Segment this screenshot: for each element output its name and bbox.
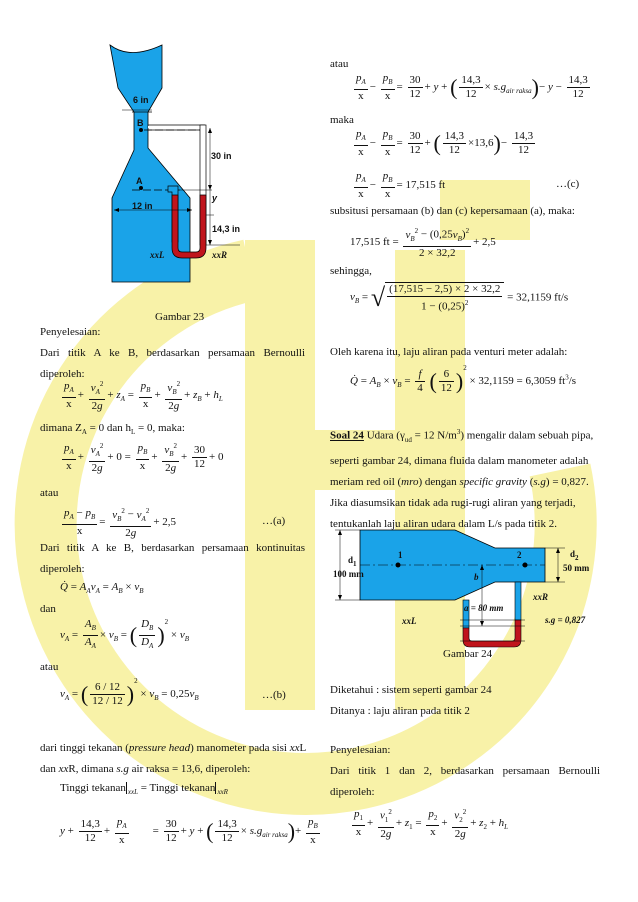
fig23-label-xxR: xxR bbox=[212, 250, 228, 260]
fig24-d2: $d_2$ bbox=[570, 549, 579, 562]
eq-c-tag: …(c) bbox=[556, 178, 580, 190]
left-tekanan: dari tinggi tekanan (pressure head) manometer pada sisi xxL dan xxR, dimana s.g air raksa = 13,6, diperoleh: bbox=[40, 742, 307, 775]
left-intro-bernoulli: Dari titik A ke B, berdasarkan persamaan Bernoulli diperoleh: bbox=[40, 347, 305, 380]
eq-right-1: $\frac{p_A}{x}$ − $\frac{p_B}{x}$ = $\frac{30}{12}$ + y + ( $\frac{14,3}{12}$ × $s.g_{air raksa})- y$ − $\frac{14,3}{12}$ bbox=[356, 72, 588, 103]
right-atau: atau bbox=[330, 58, 349, 70]
eq-a-tag: …(a) bbox=[262, 515, 286, 527]
right-diketahui: Diketahui : sistem seperti gambar 24 bbox=[330, 684, 492, 696]
eq-bernoulli-12: $\frac{p_1}{x}$ + $\frac{v_1^2}{2g}$ + $z_1$ = $\frac{p_2}{x}$ + $\frac{v_2^2}{2g}$ + $z_2 + h_L$ bbox=[354, 807, 509, 840]
fig23-label-A: A bbox=[136, 176, 143, 186]
eq-right-2: $\frac{p_A}{x}$ − $\frac{p_B}{x}$ = $\frac{30}{12}$ + ( $\frac{14,3}{12}$ ×13,6)− $\frac{14,3}{12}$ bbox=[356, 128, 534, 159]
fig23-label-xxL: xxL bbox=[150, 250, 165, 260]
right-maka: maka bbox=[330, 114, 354, 126]
eq-tinggi-tekanan: Tinggi tekanan $_{xxL}$ = Tinggi tekanan $_{xxR}$ bbox=[60, 782, 228, 797]
eq-continuity: Q̇ = $A_Av_A = A_B \times v_B$ bbox=[60, 581, 144, 596]
fig24-b: b bbox=[474, 572, 479, 582]
left-penyelesaian-title: Penyelesaian: bbox=[40, 326, 101, 338]
right-penyelesaian: Penyelesaian: bbox=[330, 744, 391, 756]
right-intro: Dari titik 1 dan 2, berdasarkan persamaan Bernoulli diperoleh: bbox=[330, 765, 600, 798]
left-intro-kontinuitas: Dari titik A ke B, berdasarkan persamaan kontinuitas diperoleh: bbox=[40, 542, 305, 575]
left-dimana: dimana $Z_A = 0$ dan $h_L = 0$, maka: bbox=[40, 422, 185, 437]
left-dan: dan bbox=[40, 603, 56, 615]
fig23-label-12in: 12 in bbox=[132, 201, 153, 211]
fig24-d1: $d_1$ bbox=[348, 555, 357, 568]
left-atau2: atau bbox=[40, 661, 59, 673]
right-ditanya: Ditanya : laju aliran pada titik 2 bbox=[330, 705, 470, 717]
left-penyelesaian bbox=[40, 322, 305, 385]
right-subs: subsitusi persamaan (b) dan (c) kepersamaan (a), maka: bbox=[330, 205, 575, 217]
right-sehingga: sehingga, bbox=[330, 265, 372, 277]
eq-bernoulli-general: $\frac{p_A}{x}$ + $\frac{v_A^2}{2g}$ + $z_A$ = $\frac{p_B}{x}$ + $\frac{v_B^2}{2g}$ + $z_B + h_L$ bbox=[64, 379, 223, 412]
soal-24: Soal 24 Udara ($\gamma_{ud} = 12$ $N/m^3$) mengalir dalam sebuah pipa, seperti gambar 24, dimana fluida dalam manometer adalah meriam red oil (mro) dengan specific gravity (s.g) = 0,827. Jika diasumsikan tidak ada rugi-rugi aliran yang terjadi, tentukanlah laju aliran udara dalam L/s pada titik 2. bbox=[330, 428, 594, 530]
right-oleh: Oleh karena itu, laju aliran pada venturi meter adalah: bbox=[330, 346, 568, 358]
fig23-label-B: B bbox=[137, 118, 144, 128]
eq-va: $v_A$ = $\frac{A_B}{A_A}$ × $v_B$ = ( $\frac{D_B}{D_A}$ )$^2 \times v_B$ bbox=[60, 618, 190, 651]
eq-b-tag: …(b) bbox=[262, 689, 286, 701]
fig24-sg: s.g = 0,827 bbox=[545, 615, 586, 625]
right-diketahui-block bbox=[330, 680, 610, 722]
eq-bernoulli-substituted: $\frac{p_A}{x}$ + $\frac{v_A^2}{2g}$ + 0 = $\frac{p_B}{x}$ + $\frac{v_B^2}{2g}$ + $\frac{30}{12}$ + 0 bbox=[64, 441, 224, 474]
red-oil-manometer bbox=[463, 620, 521, 647]
eq-c: $\frac{p_A}{x}$ − $\frac{p_B}{x}$ = 17,515 ft bbox=[356, 170, 446, 201]
eq-q: Q̇ = $A_B \times v_B$ = $\frac{f}{4}$ ( $\frac{6}{12}$ )$^2$ × 32,1159 = 6,3059 $ft^3/s$ bbox=[350, 364, 577, 394]
fig24-xxR: xxR bbox=[533, 592, 549, 602]
eq-b: $v_A$ = ( $\frac{6 / 12}{12 / 12}$ )$^2 \times v_B = 0,25v_B$ bbox=[60, 677, 199, 707]
fig24-d2-val: 50 mm bbox=[563, 563, 590, 573]
eq-pressure-balance: y + $\frac{14,3}{12}$ + $\frac{p_A}{x}$ = $\frac{30}{12}$ + y + ( $\frac{14,3}{12}$ × $s.g_{air raksa})+$ $\frac{p_B}{x}$ bbox=[60, 816, 318, 847]
fig23-caption: Gambar 23 bbox=[155, 311, 205, 323]
eq-vb: $v_B$ = √ $\frac{(17,515 - 2,5) \times 2 \times 32,2}{1 - (0,25)^2}$ = 32,1159 ft/s bbox=[350, 282, 569, 313]
eq-subs: 17,515 ft = $\frac{v_B^2 - (0,25v_B)^2}{2 \times 32,2}$ + 2,5 bbox=[350, 227, 496, 259]
fig24-point1: 1 bbox=[398, 550, 403, 560]
fig23-label-y: y bbox=[212, 193, 218, 203]
left-atau1: atau bbox=[40, 487, 59, 499]
fig23-label-6in: 6 in bbox=[133, 95, 149, 105]
fig24-a: a = 80 mm bbox=[464, 603, 504, 613]
figure-24 bbox=[320, 520, 638, 660]
fig24-point2: 2 bbox=[517, 550, 522, 560]
fig24-caption: Gambar 24 bbox=[443, 648, 493, 660]
fig24-xxL: xxL bbox=[402, 616, 417, 626]
fig23-label-143in: 14,3 in bbox=[212, 224, 241, 234]
right-penyelesaian-block bbox=[330, 740, 600, 803]
eq-a: $\frac{p_A - p_B}{x}$ = $\frac{v_B^2 - v_A^2}{2g}$ + 2,5 bbox=[64, 506, 177, 539]
fig24-d1-val: 100 mm bbox=[333, 569, 364, 579]
fig23-label-30in: 30 in bbox=[211, 151, 232, 161]
